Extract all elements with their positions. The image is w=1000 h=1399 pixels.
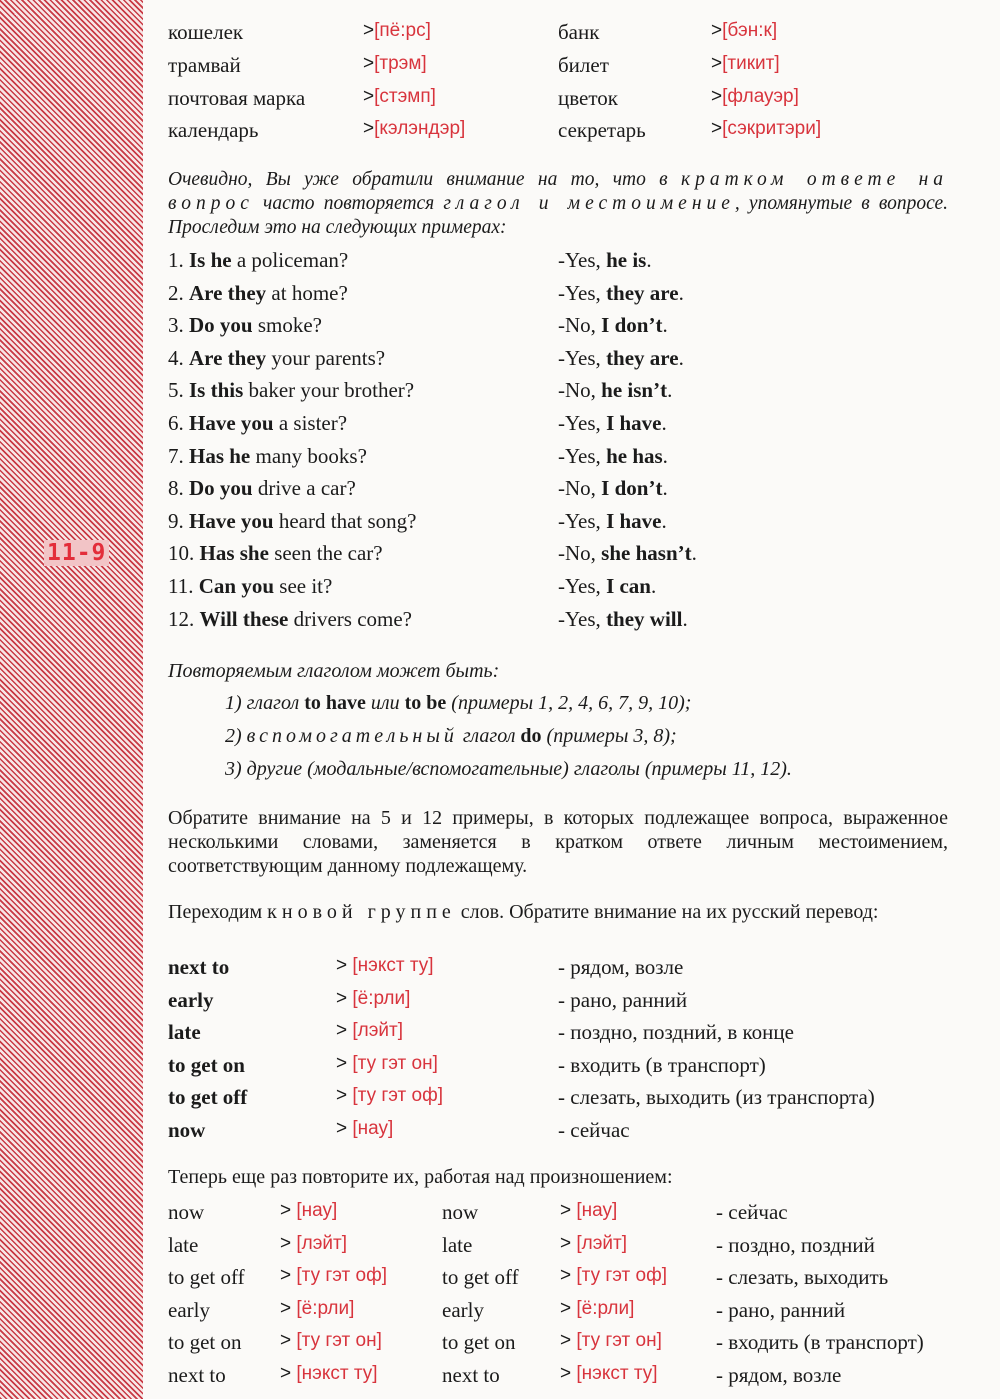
example-question-rest: your parents?	[266, 345, 386, 370]
new-word-en: to get on	[168, 1052, 245, 1077]
example-answer-bold: they are	[606, 345, 679, 370]
page-number: 11-9	[44, 540, 109, 566]
vocab-pron-text: [пё:рс]	[374, 20, 431, 41]
rule-spaced: вспомогательный	[246, 725, 458, 747]
example-question-bold: Are they	[189, 280, 267, 305]
practice-pron	[280, 1265, 387, 1287]
arrow: >	[280, 1200, 297, 1221]
example-question-rest: many books?	[250, 443, 367, 468]
practice-en: to get on	[168, 1330, 242, 1355]
practice-pron	[560, 1265, 667, 1287]
practice-pron-text: [лэйт]	[296, 1232, 348, 1254]
example-answer-end: .	[646, 248, 652, 272]
new-word-ru: - сейчас	[558, 1118, 630, 1142]
example-answer-start: -Yes,	[558, 345, 607, 370]
new-word-ru: - поздно, поздний, в конце	[558, 1020, 794, 1045]
example-number: 1.	[168, 248, 184, 272]
arrow: >	[280, 1232, 297, 1254]
example-question-rest: heard that song?	[273, 508, 417, 533]
example-question-bold: Is he	[189, 248, 232, 272]
new-word-ru: - рядом, возле	[558, 955, 684, 979]
arrow: >	[560, 1200, 577, 1221]
example-answer-start: -No,	[558, 378, 602, 403]
example-answer-start: -Yes,	[558, 443, 607, 468]
new-word-pron	[336, 1053, 438, 1075]
note-spaced: глагол и местоимение	[443, 193, 735, 214]
example-answer-start: -Yes,	[558, 248, 607, 272]
example-answer-end: .	[662, 443, 668, 468]
example-question-rest: at home?	[266, 280, 348, 305]
example-number: 3.	[168, 313, 184, 338]
example-question-bold: Have you	[189, 411, 274, 435]
example-question-rest: seen the car?	[268, 541, 383, 566]
arrow: >	[336, 1085, 353, 1107]
example-number: 4.	[168, 345, 184, 370]
example-answer-bold: I don’t	[601, 476, 663, 501]
new-word-pron-text: [нэкст ту]	[352, 955, 434, 976]
vocab-pron-text: [трэм]	[374, 53, 427, 74]
arrow: >	[560, 1330, 577, 1352]
example-answer	[558, 378, 672, 403]
note-paragraph	[168, 168, 948, 240]
new-word-pron-text: [лэйт]	[352, 1020, 404, 1042]
practice-ru: - рано, ранний	[716, 1297, 846, 1322]
vocab-pron2: >[тикит]	[711, 53, 780, 74]
practice-pron	[280, 1363, 378, 1385]
arrow: >	[280, 1297, 297, 1319]
new-word-pron	[336, 955, 434, 977]
practice-en: late	[442, 1232, 473, 1257]
new-word-pron-text: [ту гэт оф]	[352, 1085, 444, 1107]
example-answer	[558, 444, 668, 469]
practice-pron	[280, 1298, 354, 1320]
vocab-pron2: >[бэн:к]	[711, 20, 778, 41]
example-answer-end: .	[661, 411, 667, 435]
arrow: >	[336, 955, 353, 976]
practice-ru: - сейчас	[716, 1200, 788, 1224]
example-number: 10.	[168, 541, 195, 566]
example-answer-end: .	[678, 345, 684, 370]
practice-ru: - поздно, поздний	[716, 1232, 875, 1257]
practice-pron-text: [нэкст ту]	[296, 1363, 378, 1384]
practice-ru: - рядом, возле	[716, 1363, 842, 1387]
vocab-ru2: билет	[558, 53, 609, 77]
example-question-rest: drive a car?	[252, 476, 356, 501]
new-word-ru: - слезать, выходить (из транспорта)	[558, 1085, 875, 1110]
practice-pron	[560, 1330, 662, 1352]
example-answer-bold: they are	[606, 280, 679, 305]
example-question	[168, 607, 412, 632]
paragraph-new-group	[168, 900, 948, 924]
new-word-pron-text: [ё:рли]	[352, 987, 411, 1009]
practice-pron-text: [ё:рли]	[576, 1297, 635, 1319]
example-answer	[558, 281, 684, 306]
new-word-en: early	[168, 987, 214, 1012]
rule-1	[225, 692, 691, 715]
example-question	[168, 574, 332, 599]
example-question-rest: baker your brother?	[243, 378, 415, 403]
example-answer-start: -Yes,	[558, 508, 607, 533]
rule-bold: do	[520, 725, 542, 747]
vocab-pron2-text: [тикит]	[722, 53, 780, 74]
new-word-pron	[336, 1020, 403, 1042]
example-answer-end: .	[662, 313, 668, 338]
example-answer-bold: I have	[606, 508, 662, 533]
rule-text: глагол	[457, 725, 521, 747]
example-question	[168, 476, 356, 501]
rule-text: или	[365, 692, 405, 714]
new-word-en: next to	[168, 955, 230, 979]
example-answer	[558, 411, 667, 436]
example-answer-bold: I can	[606, 574, 651, 598]
vocab-pron-text: [стэмп]	[374, 86, 436, 107]
practice-en: next to	[442, 1363, 500, 1387]
example-answer-start: -Yes,	[558, 411, 607, 435]
practice-pron-text: [нау]	[296, 1200, 338, 1221]
example-number: 12.	[168, 606, 195, 631]
rule-bold: to be	[404, 692, 447, 714]
note-text: , упомянутые в вопросе. Проследим это на следующих примерах:	[168, 193, 948, 238]
vocab-ru2: банк	[558, 20, 600, 44]
example-answer-start: -No,	[558, 476, 602, 501]
example-answer-end: .	[678, 280, 684, 305]
example-answer-end: .	[662, 476, 668, 501]
vocab-pron2: >[сэкритэри]	[711, 118, 822, 139]
practice-pron-text: [нэкст ту]	[576, 1363, 658, 1384]
repeat-heading: Повторяемым глаголом может быть:	[168, 660, 500, 682]
practice-pron-text: [ту гэт он]	[296, 1330, 382, 1352]
rule-3	[225, 758, 792, 781]
example-number: 7.	[168, 443, 184, 468]
vocab-pron: >[стэмп]	[363, 86, 436, 107]
vocab-ru: кошелек	[168, 20, 244, 44]
practice-en: to get on	[442, 1330, 516, 1355]
vocab-ru: трамвай	[168, 53, 241, 77]
practice-en: late	[168, 1232, 199, 1257]
example-question-rest: see it?	[274, 574, 333, 598]
vocab-ru2: секретарь	[558, 118, 646, 142]
arrow: >	[560, 1363, 577, 1384]
example-answer-end: .	[661, 508, 667, 533]
example-answer-bold: they will	[606, 606, 683, 631]
arrow: >	[336, 987, 353, 1009]
practice-pron-text: [ту гэт оф]	[576, 1265, 668, 1287]
arrow: >	[336, 1118, 353, 1139]
vocab-pron-text: [кэлэндэр]	[374, 118, 466, 139]
example-question-bold: Are they	[189, 345, 267, 370]
practice-pron	[280, 1233, 347, 1255]
example-question-bold: Will these	[199, 606, 289, 631]
rule-text: (примеры 3, 8);	[541, 725, 677, 747]
example-question	[168, 313, 322, 338]
arrow: >	[336, 1020, 353, 1042]
example-question-bold: Do you	[189, 313, 253, 338]
vocab-pron: >[кэлэндэр]	[363, 118, 466, 139]
example-number: 2.	[168, 280, 184, 305]
new-word-ru: - входить (в транспорт)	[558, 1052, 766, 1077]
example-answer-start: -Yes,	[558, 574, 607, 598]
vocab-pron2-text: [бэн:к]	[722, 20, 778, 41]
example-question	[168, 509, 416, 534]
example-answer-bold: he has	[606, 443, 663, 468]
practice-en: to get off	[168, 1265, 245, 1290]
para-text: слов. Обратите внимание на их русский перевод:	[455, 901, 879, 923]
new-word-pron-text: [ту гэт он]	[352, 1052, 438, 1074]
practice-pron-text: [лэйт]	[576, 1232, 628, 1254]
example-answer	[558, 509, 667, 534]
example-answer-bold: I don’t	[601, 313, 663, 338]
example-question	[168, 378, 414, 403]
practice-pron-text: [ту гэт он]	[576, 1330, 662, 1352]
rule-text: 3) другие (модальные/вспомогательные) глаголы (примеры 11, 12).	[225, 758, 792, 780]
practice-pron-text: [ё:рли]	[296, 1297, 355, 1319]
example-answer	[558, 476, 668, 501]
practice-en: early	[168, 1297, 210, 1322]
rule-2	[225, 725, 677, 748]
arrow: >	[560, 1297, 577, 1319]
practice-en: now	[168, 1200, 205, 1224]
new-word-en: late	[168, 1020, 201, 1045]
note-spaced: кратком ответе на вопрос	[168, 169, 948, 214]
example-question	[168, 248, 348, 273]
example-answer-end: .	[667, 378, 673, 403]
practice-en: to get off	[442, 1265, 519, 1290]
rule-text: 1) глагол	[225, 692, 305, 714]
rule-text: 2)	[225, 725, 247, 747]
example-answer-bold: he isn’t	[601, 378, 668, 403]
example-question-bold: Has she	[199, 541, 269, 566]
example-number: 5.	[168, 378, 184, 403]
practice-pron	[560, 1200, 617, 1222]
example-number: 11.	[168, 574, 194, 598]
example-answer	[558, 607, 688, 632]
practice-pron-text: [ту гэт оф]	[296, 1265, 388, 1287]
example-answer	[558, 313, 668, 338]
practice-pron	[560, 1233, 627, 1255]
example-question-bold: Do you	[189, 476, 253, 501]
vocab-ru2: цветок	[558, 86, 618, 110]
repeat-intro: Теперь еще раз повторите их, работая над произношением:	[168, 1166, 673, 1188]
example-answer	[558, 346, 684, 371]
example-answer-start: -No,	[558, 313, 602, 338]
example-question-rest: a sister?	[273, 411, 348, 435]
example-question	[168, 411, 347, 436]
arrow: >	[336, 1052, 353, 1074]
practice-pron	[560, 1298, 634, 1320]
practice-en: early	[442, 1297, 484, 1322]
practice-ru: - входить (в транспорт)	[716, 1330, 924, 1355]
example-answer-start: -No,	[558, 541, 602, 566]
new-word-ru: - рано, ранний	[558, 987, 688, 1012]
example-answer-bold: I have	[606, 411, 662, 435]
new-word-pron	[336, 1118, 393, 1140]
arrow: >	[280, 1265, 297, 1287]
example-question-bold: Is this	[189, 378, 244, 403]
vocab-ru: календарь	[168, 118, 259, 142]
vocab-pron2-text: [сэкритэри]	[722, 118, 822, 139]
new-word-pron-text: [нау]	[352, 1118, 394, 1139]
example-answer-bold: he is	[606, 248, 647, 272]
example-question-rest: drivers come?	[288, 606, 412, 631]
example-answer-end: .	[651, 574, 657, 598]
example-number: 6.	[168, 411, 184, 435]
note-text: часто повторяется	[253, 193, 444, 214]
example-answer-end: .	[682, 606, 688, 631]
example-answer-start: -Yes,	[558, 606, 607, 631]
example-question	[168, 281, 348, 306]
practice-ru: - слезать, выходить	[716, 1265, 889, 1290]
example-answer	[558, 248, 652, 273]
vocab-pron2: >[флауэр]	[711, 86, 799, 107]
margin-strip	[0, 0, 143, 1399]
rule-bold: to have	[304, 692, 366, 714]
example-question-bold: Has he	[189, 443, 251, 468]
vocab-pron: >[трэм]	[363, 53, 427, 74]
paragraph-note: Обратите внимание на 5 и 12 примеры, в которых подлежащее вопроса, выраженное несколькими словами, заменяется в кратком ответе личным местоимением, соответствующим данному подлежащему.	[168, 807, 948, 877]
new-word-en: to get off	[168, 1085, 248, 1110]
practice-pron-text: [нау]	[576, 1200, 618, 1221]
arrow: >	[280, 1330, 297, 1352]
example-question-rest: a policeman?	[231, 248, 349, 272]
example-number: 8.	[168, 476, 184, 501]
arrow: >	[280, 1363, 297, 1384]
practice-pron	[560, 1363, 658, 1385]
example-question-bold: Can you	[198, 574, 275, 598]
note-text: Очевидно, Вы уже обратили внимание на то, что в	[168, 169, 681, 190]
example-question-rest: smoke?	[252, 313, 323, 338]
arrow: >	[560, 1265, 577, 1287]
new-word-pron	[336, 988, 410, 1010]
vocab-pron2-text: [флауэр]	[722, 86, 799, 107]
example-question-bold: Have you	[189, 508, 274, 533]
example-question	[168, 541, 383, 566]
practice-en: now	[442, 1200, 479, 1224]
new-word-en: now	[168, 1118, 206, 1142]
para-spaced: новой группе	[281, 901, 456, 923]
example-answer	[558, 574, 656, 599]
example-answer-bold: she hasn’t	[601, 541, 692, 566]
example-answer	[558, 541, 697, 566]
vocab-ru: почтовая марка	[168, 86, 306, 110]
practice-en: next to	[168, 1363, 226, 1387]
para-text: Переходим к	[168, 901, 282, 923]
example-question	[168, 444, 367, 469]
vocab-pron: >[пё:рс]	[363, 20, 431, 41]
example-answer-start: -Yes,	[558, 280, 607, 305]
example-question	[168, 346, 385, 371]
practice-pron	[280, 1200, 337, 1222]
example-number: 9.	[168, 508, 184, 533]
arrow: >	[560, 1232, 577, 1254]
rule-text: (примеры 1, 2, 4, 6, 7, 9, 10);	[446, 692, 692, 714]
practice-pron	[280, 1330, 382, 1352]
new-word-pron	[336, 1085, 443, 1107]
example-answer-end: .	[691, 541, 697, 566]
